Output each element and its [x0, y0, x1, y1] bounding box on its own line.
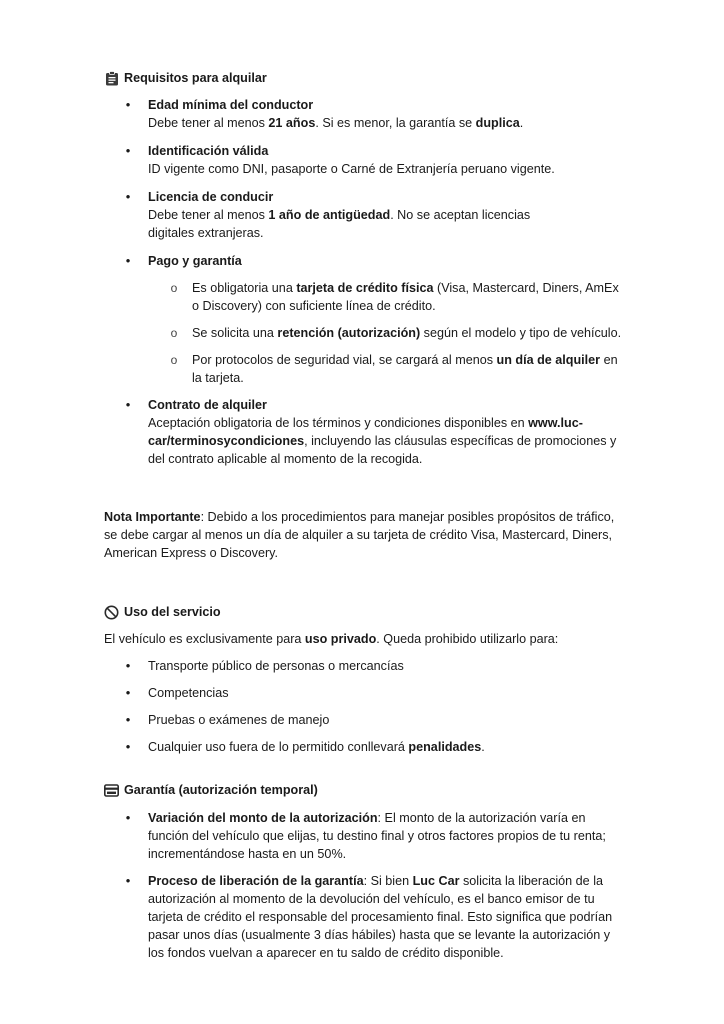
section-title: Requisitos para alquilar: [124, 71, 267, 85]
note-label: Nota Importante: [104, 510, 201, 524]
bullet: •: [125, 97, 131, 112]
list-item: [104, 657, 624, 675]
section-heading-garantia: [104, 780, 624, 800]
section-title: Garantía (autorización temporal): [124, 783, 318, 797]
item-text: Se solicita una retención (autorización) según el modelo y tipo de vehículo.: [192, 326, 622, 340]
bullet: •: [125, 712, 131, 727]
item-title: Pago y garantía: [148, 254, 242, 268]
list-item: [104, 252, 624, 270]
bullet: •: [125, 685, 131, 700]
uso-list: [104, 657, 624, 756]
bullet: •: [125, 810, 131, 825]
list-item: [104, 711, 624, 729]
list-item: [104, 684, 624, 702]
bullet: •: [125, 143, 131, 158]
list-item: [104, 96, 624, 132]
bullet: •: [125, 658, 131, 673]
list-item: [104, 188, 624, 242]
requisitos-list-cont: [104, 396, 624, 468]
list-item: [104, 142, 624, 178]
circle-bullet: o: [170, 326, 178, 340]
circle-bullet: o: [170, 281, 178, 295]
list-item: [104, 396, 624, 468]
pago-sublist: [104, 279, 624, 387]
item-text: ID vigente como DNI, pasaporte o Carné de Extranjería peruano vigente.: [148, 162, 555, 176]
item-text: Transporte público de personas o mercancías: [148, 659, 404, 673]
requisitos-list: [104, 96, 624, 270]
sub-list-item: [104, 324, 624, 342]
sub-list-item: [104, 279, 624, 315]
credit-card-icon: [104, 783, 119, 798]
item-title: Identificación válida: [148, 144, 269, 158]
uso-intro: El vehículo es exclusivamente para uso privado. Queda prohibido utilizarlo para:: [104, 632, 559, 646]
garantia-list: [104, 809, 624, 962]
list-item: [104, 872, 624, 962]
item-text: Es obligatoria una tarjeta de crédito física (Visa, Mastercard, Diners, AmEx o Discovery) con suficiente línea de crédito.: [192, 281, 619, 313]
item-title: Edad mínima del conductor: [148, 98, 314, 112]
note-text: : Debido a los procedimientos para manejar posibles propósitos de tráfico, se debe cargar al menos un día de alquiler a su tarjeta de crédito Visa, Mastercard, Diners, American Express o Discovery.: [104, 510, 615, 560]
list-item: [104, 809, 624, 863]
item-title: Contrato de alquiler: [148, 398, 267, 412]
prohibited-icon: [104, 605, 119, 620]
circle-bullet: o: [170, 353, 178, 367]
item-text: Proceso de liberación de la garantía: Si bien Luc Car solicita la liberación de la autorización al momento de la devolución del vehículo, es el banco emisor de tu tarjeta de crédito el responsable del procesamiento final. Esto significa que podrían pasar unos días (usualmente 3 días hábiles) hasta que se levante la autorización y los fondos vuelvan a aparecer en tu saldo de crédito disponible.: [148, 874, 613, 960]
bullet: •: [125, 397, 131, 412]
list-item: [104, 738, 624, 756]
item-text: Por protocolos de seguridad vial, se cargará al menos un día de alquiler en la tarjeta.: [192, 353, 618, 385]
bullet: •: [125, 253, 131, 268]
document-page: [104, 68, 624, 962]
item-text: Competencias: [148, 686, 229, 700]
sub-list-item: [104, 351, 624, 387]
item-text: Debe tener al menos 21 años. Si es menor, la garantía se duplica.: [148, 116, 524, 130]
section-heading-requisitos: [104, 68, 624, 88]
section-title: Uso del servicio: [124, 605, 221, 619]
item-text: Cualquier uso fuera de lo permitido conllevará penalidades.: [148, 740, 485, 754]
item-title: Licencia de conducir: [148, 190, 274, 204]
bullet: •: [125, 739, 131, 754]
item-text: Pruebas o exámenes de manejo: [148, 713, 330, 727]
section-heading-uso: [104, 602, 624, 622]
item-text: Aceptación obligatoria de los términos y condiciones disponibles en www.luc-car/terminosycondiciones, incluyendo las cláusulas específicas de promociones y del contrato aplicable al momento de la recogida.: [148, 416, 617, 466]
important-note: [104, 508, 624, 562]
clipboard-icon: [104, 71, 119, 86]
item-text: Variación del monto de la autorización: El monto de la autorización varía en función del vehículo que elijas, tu destino final y otros factores propios de tu renta; incrementándose hasta en un 50%.: [148, 811, 606, 861]
item-text: Debe tener al menos 1 año de antigüedad. No se aceptan licencias digitales extranjeras.: [148, 208, 531, 240]
bullet: •: [125, 189, 131, 204]
terms-link[interactable]: www.luc-car/terminosycondiciones: [148, 416, 583, 448]
bullet: •: [125, 873, 131, 888]
